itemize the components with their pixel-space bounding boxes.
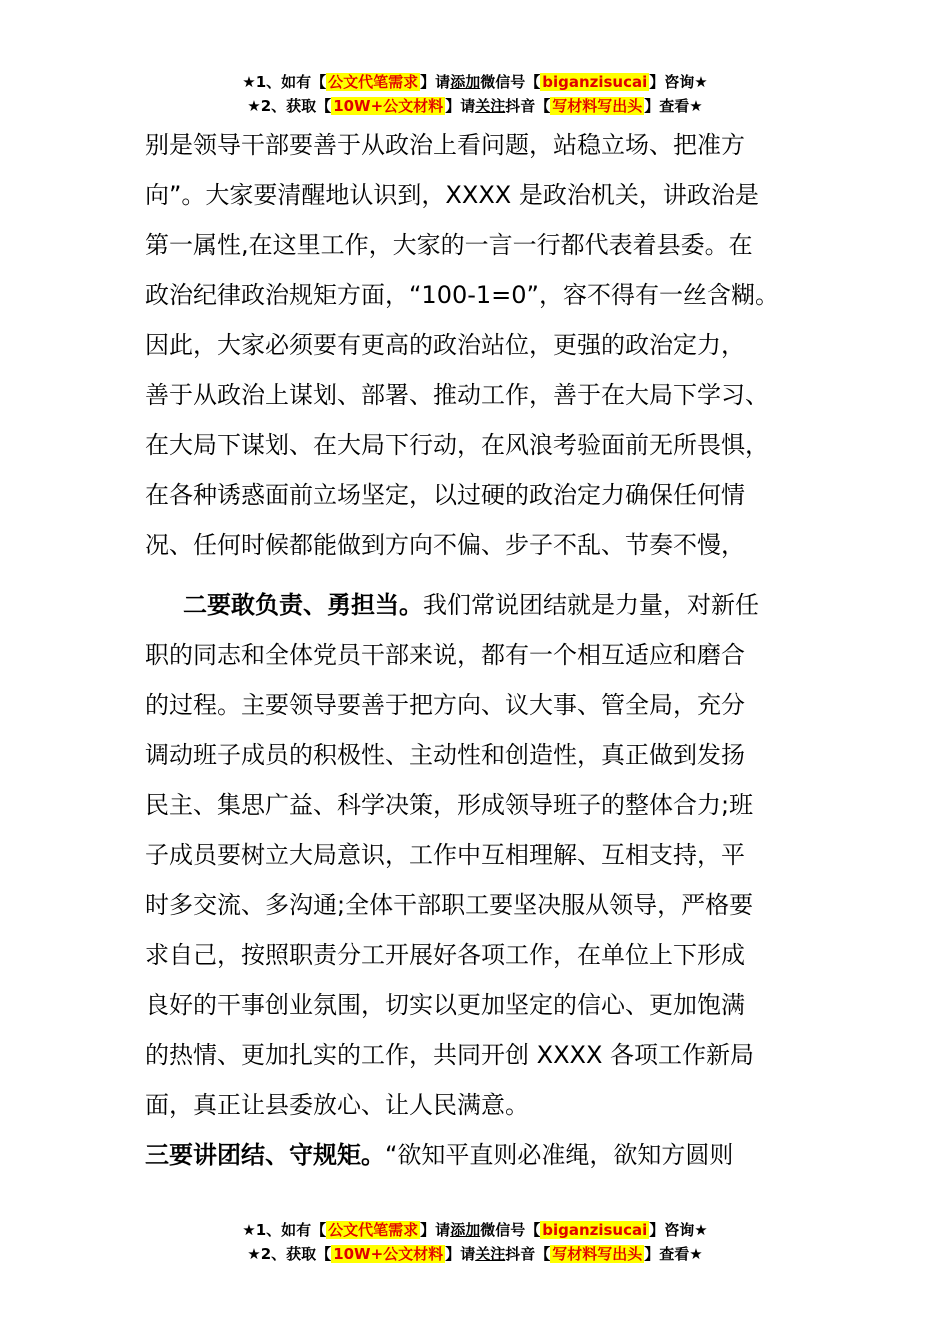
body-line: 面，真正让县委放心、让人民满意。 — [145, 1091, 529, 1119]
body-line: 因此，大家必须要有更高的政治站位，更强的政治定力， — [145, 331, 745, 359]
banner-highlight: 公文代笔需求 — [328, 1221, 419, 1239]
body-line: 求自己，按照职责分工开展好各项工作，在单位上下形成 — [145, 941, 745, 969]
banner-highlight: 写材料写出头 — [552, 1245, 643, 1263]
body-line: 调动班子成员的积极性、主动性和创造性，真正做到发扬 — [145, 741, 745, 769]
banner-text: ★2、获取【 — [247, 1245, 332, 1263]
banner-text: 微信号【 — [480, 73, 541, 91]
banner-line-2 — [0, 94, 950, 118]
body-line: 别是领导干部要善于从政治上看问题，站稳立场、把准方 — [145, 131, 745, 159]
banner-text: 】请 — [445, 1245, 476, 1263]
body-line: 在大局下谋划、在大局下行动，在风浪考验面前无所畏惧， — [145, 431, 769, 459]
body-line: 职的同志和全体党员干部来说，都有一个相互适应和磨合 — [145, 641, 745, 669]
banner-underlined: 添加 — [450, 1221, 481, 1239]
body-line: 子成员要树立大局意识，工作中互相理解、互相支持，平 — [145, 841, 745, 869]
banner-text: 】查看★ — [644, 97, 703, 115]
body-line: 的过程。主要领导要善于把方向、议大事、管全局，充分 — [145, 691, 745, 719]
body-line: 政治纪律政治规矩方面，“100-1=0”，容不得有一丝含糊。 — [145, 281, 779, 309]
body-line: 况、任何时候都能做到方向不偏、步子不乱、节奏不慢， — [145, 531, 745, 559]
banner-highlight: 10W+公文材料 — [333, 1245, 444, 1263]
banner-line-2 — [0, 1242, 950, 1266]
banner-text: 抖音【 — [505, 1245, 551, 1263]
body-line-text: 我们常说团结就是力量，对新任 — [423, 591, 759, 619]
body-line: 善于从政治上谋划、部署、推动工作，善于在大局下学习、 — [145, 381, 769, 409]
banner-underlined: 添加 — [450, 73, 481, 91]
banner-text: 】请 — [445, 97, 476, 115]
banner-text: 】咨询★ — [649, 1221, 708, 1239]
banner-highlight: 写材料写出头 — [552, 97, 643, 115]
banner-highlight: biganzisucai — [542, 1221, 648, 1239]
banner-text: 】请 — [420, 73, 451, 91]
banner-text: 抖音【 — [505, 97, 551, 115]
section-heading: 二要敢负责、勇担当。 — [183, 591, 423, 619]
body-line: 第一属性,在这里工作，大家的一言一行都代表着县委。在 — [145, 231, 753, 259]
body-line: 向”。大家要清醒地认识到，XXXX 是政治机关，讲政治是 — [145, 181, 759, 209]
paragraph-2-first-line — [145, 587, 825, 637]
banner-text: 】请 — [420, 1221, 451, 1239]
banner-line-1 — [0, 70, 950, 94]
banner-text: 微信号【 — [480, 1221, 541, 1239]
banner-text: ★2、获取【 — [247, 97, 332, 115]
banner-text: ★1、如有【 — [242, 1221, 327, 1239]
banner-highlight: 10W+公文材料 — [333, 97, 444, 115]
document-body — [145, 127, 825, 1187]
banner-highlight: biganzisucai — [542, 73, 648, 91]
body-line: 的热情、更加扎实的工作，共同开创 XXXX 各项工作新局 — [145, 1041, 755, 1069]
body-line-text: “欲知平直则必准绳，欲知方圆则 — [385, 1141, 734, 1169]
body-line: 良好的干事创业氛围，切实以更加坚定的信心、更加饱满 — [145, 991, 745, 1019]
paragraph-3-first-line — [145, 1137, 825, 1187]
body-line: 时多交流、多沟通;全体干部职工要坚决服从领导，严格要 — [145, 891, 754, 919]
section-heading: 三要讲团结、守规矩。 — [145, 1141, 385, 1169]
banner-text: ★1、如有【 — [242, 73, 327, 91]
banner-highlight: 公文代笔需求 — [328, 73, 419, 91]
body-line: 在各种诱惑面前立场坚定，以过硬的政治定力确保任何情 — [145, 481, 745, 509]
body-line: 民主、集思广益、科学决策，形成领导班子的整体合力;班 — [145, 791, 754, 819]
banner-text: 】咨询★ — [649, 73, 708, 91]
footer-banner — [0, 1218, 950, 1266]
banner-line-1 — [0, 1218, 950, 1242]
banner-underlined: 关注 — [475, 1245, 506, 1263]
header-banner — [0, 70, 950, 118]
banner-text: 】查看★ — [644, 1245, 703, 1263]
banner-underlined: 关注 — [475, 97, 506, 115]
